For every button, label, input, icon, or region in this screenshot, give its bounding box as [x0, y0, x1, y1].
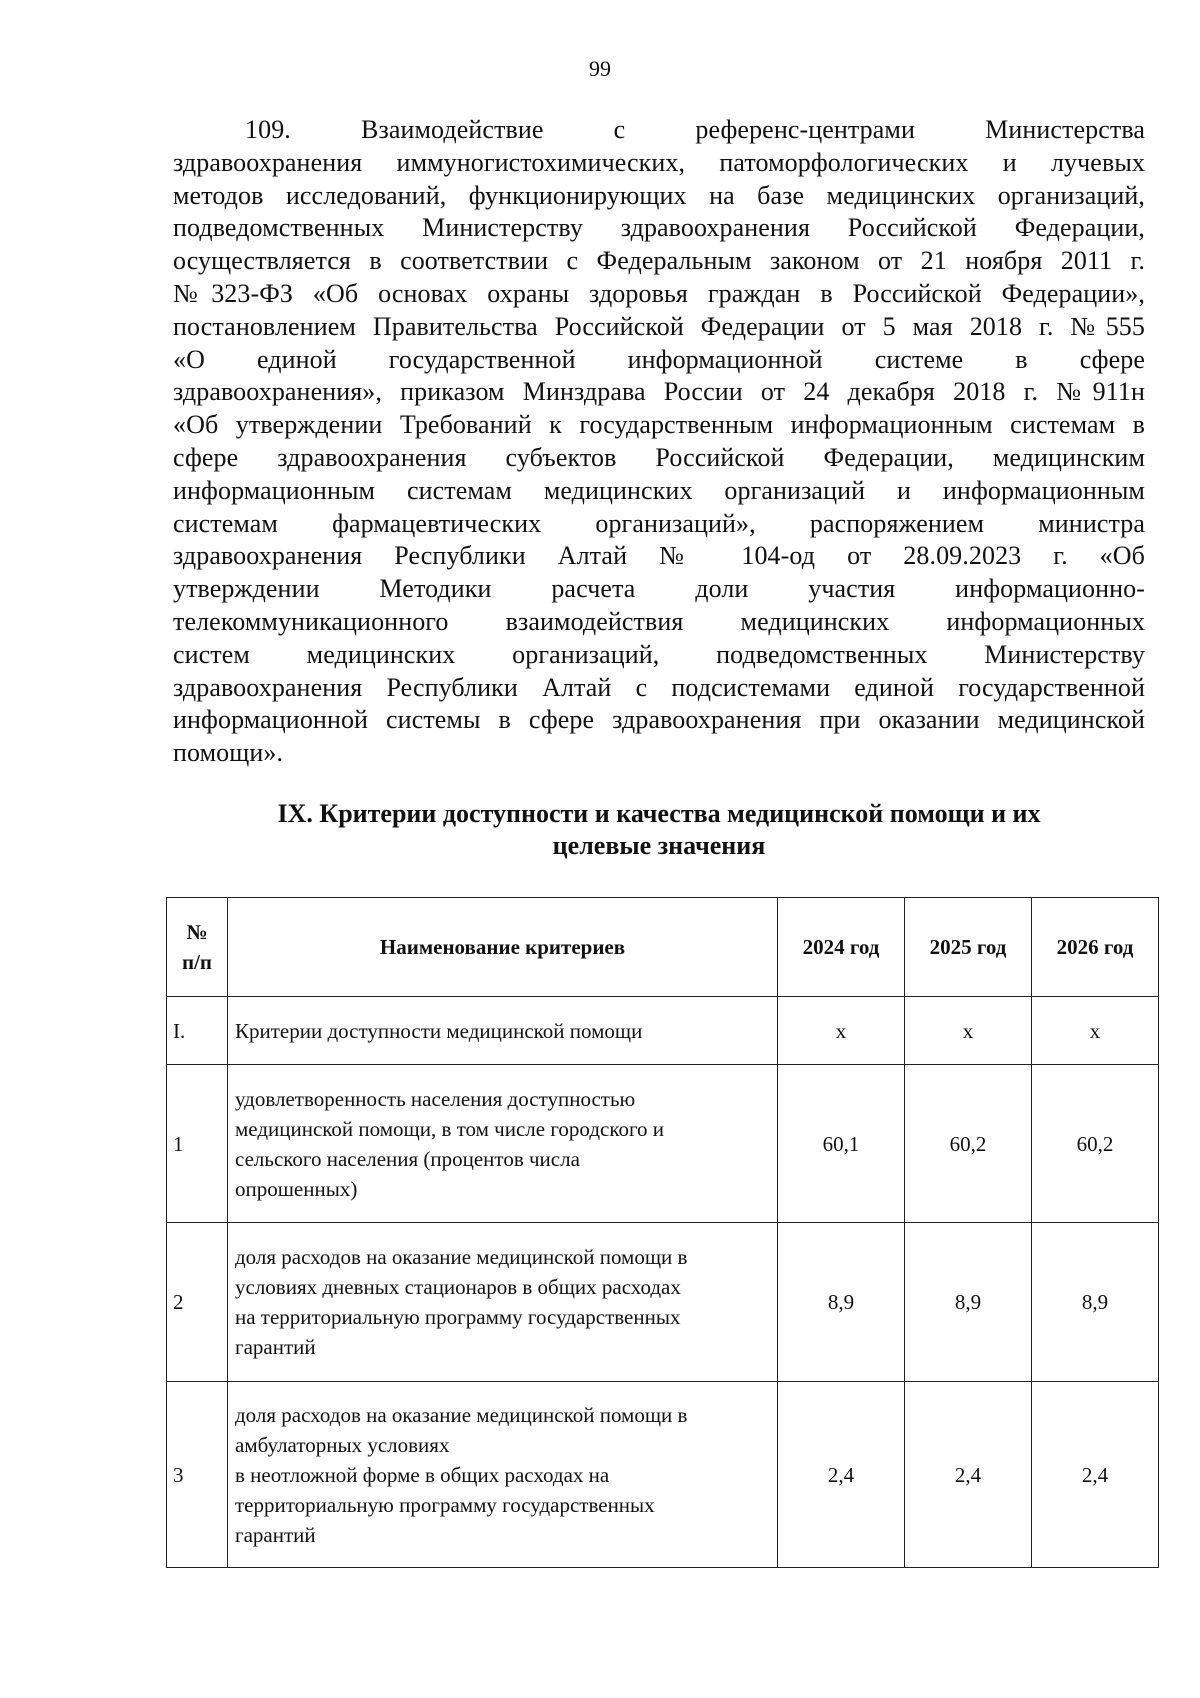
paragraph-line: информационной системы в сфере здравоохранения при оказании медицинской: [173, 705, 1145, 735]
criteria-name-line: на территориальную программу государственных: [235, 1305, 681, 1329]
paragraph-line: систем медицинских организаций, подведомственных Министерству: [173, 639, 1145, 669]
table-row: [167, 1223, 1159, 1382]
value-2024: х: [778, 997, 905, 1065]
value-2024: 2,4: [778, 1382, 905, 1568]
criteria-name-line: Критерии доступности медицинской помощи: [235, 1018, 643, 1043]
paragraph-line: 109. Взаимодействие с референс-центрами Министерства: [245, 115, 1145, 144]
criteria-name-line: опрошенных): [235, 1176, 358, 1201]
header-year-2025: 2025 год: [905, 898, 1032, 997]
paragraph-line: здравоохранения иммуногистохимических, патоморфологических и лучевых: [173, 147, 1145, 177]
section-heading-line: IX. Критерии доступности и качества медицинской помощи и их: [277, 799, 1041, 828]
paragraph-line: сфере здравоохранения субъектов Российской Федерации, медицинским: [173, 442, 1145, 472]
paragraph-line: подведомственных Министерству здравоохранения Российской Федерации,: [173, 213, 1145, 243]
criteria-name-line: медицинской помощи, в том числе городского и: [235, 1116, 665, 1141]
header-number-line: №: [186, 920, 208, 944]
paragraph-109: [173, 114, 1145, 770]
row-number: I.: [167, 997, 228, 1065]
paragraph-line: методов исследований, функционирующих на базе медицинских организаций,: [173, 180, 1145, 210]
criteria-name-line: гарантий: [235, 1335, 316, 1359]
paragraph-line: здравоохранения», приказом Минздрава России от 24 декабря 2018 г. №911н: [173, 377, 1145, 407]
section-heading-line: целевые значения: [552, 831, 766, 860]
row-number: 2: [167, 1223, 228, 1382]
value-2025: 60,2: [905, 1065, 1032, 1223]
row-criteria-name: [228, 1065, 778, 1223]
criteria-name-line: доля расходов на оказание медицинской помощи в: [235, 1245, 688, 1269]
paragraph-line: «О единой государственной информационной системе в сфере: [173, 344, 1145, 374]
row-criteria-name: [228, 997, 778, 1065]
criteria-name-line: территориальную программу государственных: [235, 1492, 655, 1517]
row-number: 3: [167, 1382, 228, 1568]
criteria-name-line: в неотложной форме в общих расходах на: [235, 1462, 610, 1487]
page-number: 99: [589, 56, 611, 81]
section-heading: [173, 798, 1145, 862]
value-2024: 8,9: [778, 1223, 905, 1382]
criteria-name-line: условиях дневных стационаров в общих расходах: [235, 1275, 681, 1299]
paragraph-line: «Об утверждении Требований к государственным информационным системам в: [173, 410, 1145, 440]
paragraph-line: осуществляется в соответствии с Федеральным законом от 21 ноября 2011 г.: [173, 246, 1145, 276]
table-row: [167, 1065, 1159, 1223]
criteria-name-line: доля расходов на оказание медицинской помощи в: [235, 1402, 688, 1427]
header-year-2026: 2026 год: [1032, 898, 1159, 997]
paragraph-line: здравоохранения Республики Алтай с подсистемами единой государственной: [173, 672, 1145, 702]
value-2025: 8,9: [905, 1223, 1032, 1382]
value-2025: х: [905, 997, 1032, 1065]
paragraph-line: телекоммуникационного взаимодействия медицинских информационных: [173, 606, 1145, 636]
header-number: [167, 898, 228, 997]
value-2026: 8,9: [1032, 1223, 1159, 1382]
header-criteria-name: Наименование критериев: [228, 898, 778, 997]
paragraph-line: информационным системам медицинских организаций и информационным: [173, 475, 1145, 505]
value-2024: 60,1: [778, 1065, 905, 1223]
criteria-name-line: гарантий: [235, 1522, 316, 1547]
criteria-name-line: удовлетворенность населения доступностью: [235, 1086, 636, 1111]
criteria-table: [166, 897, 1159, 1568]
value-2025: 2,4: [905, 1382, 1032, 1568]
table-row: [167, 997, 1159, 1065]
row-number: 1: [167, 1065, 228, 1223]
row-criteria-name: [228, 1223, 778, 1382]
paragraph-line: №323-ФЗ «Об основах охраны здоровья граждан в Российской Федерации»,: [173, 278, 1145, 308]
header-year-2024: 2024 год: [778, 898, 905, 997]
paragraph-line: системам фармацевтических организаций», распоряжением министра: [173, 508, 1145, 538]
value-2026: х: [1032, 997, 1159, 1065]
criteria-name-line: сельского населения (процентов числа: [235, 1146, 580, 1171]
paragraph-line: постановлением Правительства Российской Федерации от 5 мая 2018 г. №555: [173, 311, 1145, 341]
value-2026: 2,4: [1032, 1382, 1159, 1568]
paragraph-line: здравоохранения Республики Алтай № 104-од от 28.09.2023 г. «Об: [173, 541, 1145, 571]
paragraph-line: помощи».: [173, 738, 284, 768]
paragraph-line: утверждении Методики расчета доли участия информационно-: [173, 574, 1145, 604]
row-criteria-name: [228, 1382, 778, 1568]
table-row: [167, 1382, 1159, 1568]
header-number-line: п/п: [181, 950, 213, 974]
table-header-row: [167, 898, 1159, 997]
criteria-name-line: амбулаторных условиях: [235, 1432, 450, 1457]
value-2026: 60,2: [1032, 1065, 1159, 1223]
